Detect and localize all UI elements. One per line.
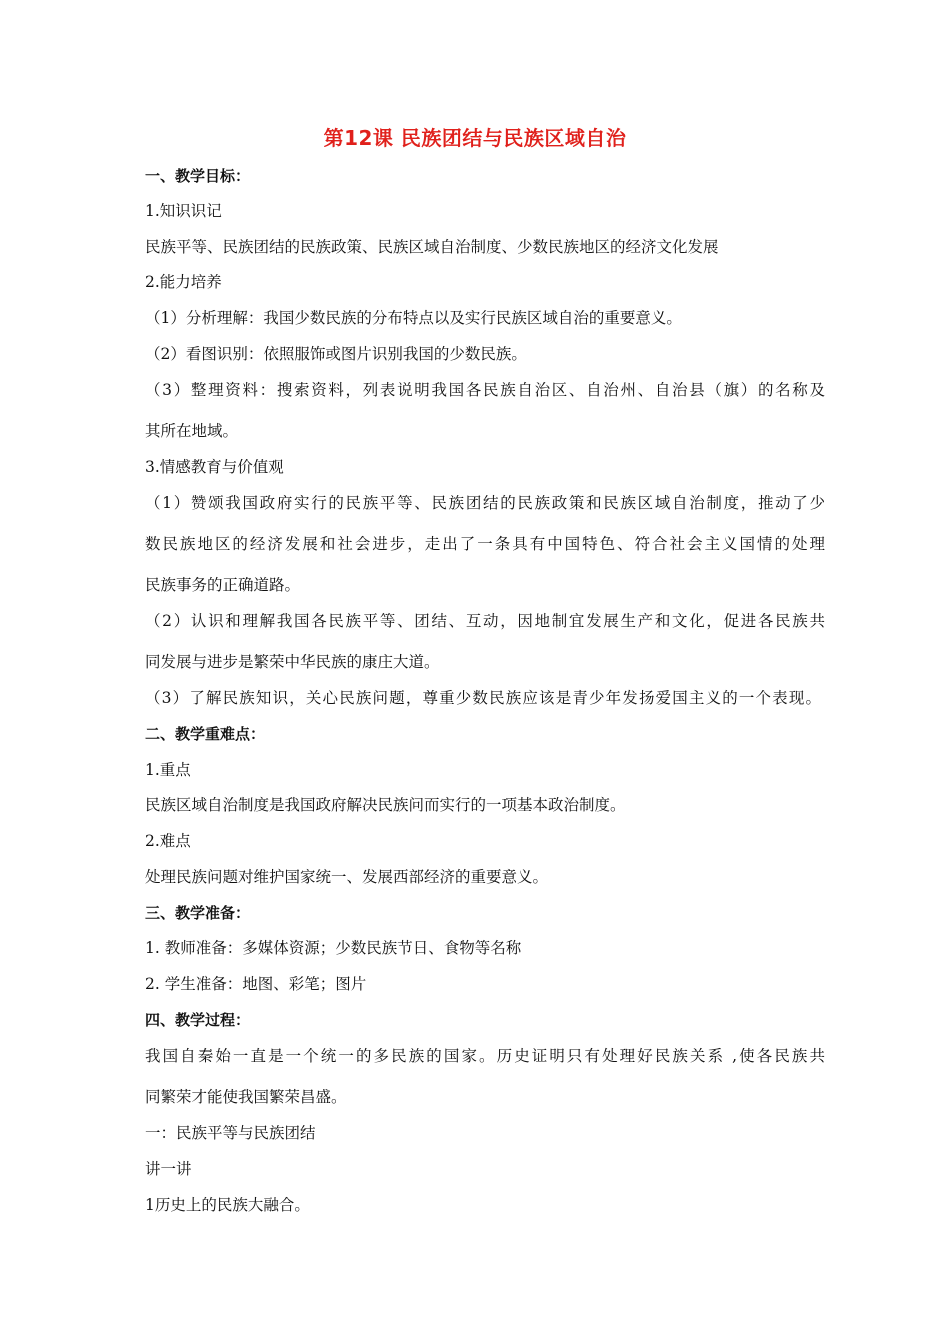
paragraph: 一：民族平等与民族团结 xyxy=(145,1124,316,1142)
paragraph: 其所在地域。 xyxy=(145,422,239,440)
paragraph: 数民族地区的经济发展和社会进步，走出了一条具有中国特色、符合社会主义国情的处理 xyxy=(145,535,825,553)
section-heading-key-points: 二、教学重难点： xyxy=(145,725,266,743)
section-heading-process: 四、教学过程： xyxy=(145,1011,251,1029)
paragraph: 民族事务的正确道路。 xyxy=(145,576,301,594)
lesson-title: 第12课 民族团结与民族区域自治 xyxy=(323,126,627,150)
subheading-difficulty: 2.难点 xyxy=(145,832,191,850)
paragraph: 同繁荣才能使我国繁荣昌盛。 xyxy=(145,1088,347,1106)
paragraph: 处理民族问题对维护国家统一、发展西部经济的重要意义。 xyxy=(145,868,549,886)
subheading-key-point: 1.重点 xyxy=(145,761,191,779)
list-item: 1. 教师准备：多媒体资源；少数民族节日、食物等名称 xyxy=(145,939,522,957)
subheading-ability: 2.能力培养 xyxy=(145,273,222,291)
paragraph: 1历史上的民族大融合。 xyxy=(145,1196,310,1214)
paragraph: 讲一讲 xyxy=(145,1160,192,1178)
paragraph: （1）赞颂我国政府实行的民族平等、民族团结的民族政策和民族区域自治制度，推动了少 xyxy=(145,494,825,512)
paragraph: 民族平等、民族团结的民族政策、民族区域自治制度、少数民族地区的经济文化发展 xyxy=(145,238,719,256)
section-heading-objectives: 一、教学目标： xyxy=(145,167,251,185)
paragraph: （3）了解民族知识，关心民族问题，尊重少数民族应该是青少年发扬爱国主义的一个表现。 xyxy=(145,689,821,707)
list-item: 2. 学生准备：地图、彩笔；图片 xyxy=(145,975,367,993)
section-heading-preparation: 三、教学准备： xyxy=(145,904,251,922)
paragraph: （3）整理资料：搜索资料，列表说明我国各民族自治区、自治州、自治县（旗）的名称及 xyxy=(145,381,825,399)
subheading-knowledge: 1.知识识记 xyxy=(145,202,222,220)
paragraph: （2）认识和理解我国各民族平等、团结、互动，因地制宜发展生产和文化，促进各民族共 xyxy=(145,612,825,630)
paragraph: 同发展与进步是繁荣中华民族的康庄大道。 xyxy=(145,653,440,671)
subheading-values: 3.情感教育与价值观 xyxy=(145,458,284,476)
paragraph: 我国自秦始一直是一个统一的多民族的国家。历史证明只有处理好民族关系 ,使各民族共 xyxy=(145,1047,825,1065)
paragraph: （2）看图识别：依照服饰或图片识别我国的少数民族。 xyxy=(145,345,527,363)
paragraph: 民族区域自治制度是我国政府解决民族问而实行的一项基本政治制度。 xyxy=(145,796,626,814)
paragraph: （1）分析理解：我国少数民族的分布特点以及实行民族区域自治的重要意义。 xyxy=(145,309,682,327)
